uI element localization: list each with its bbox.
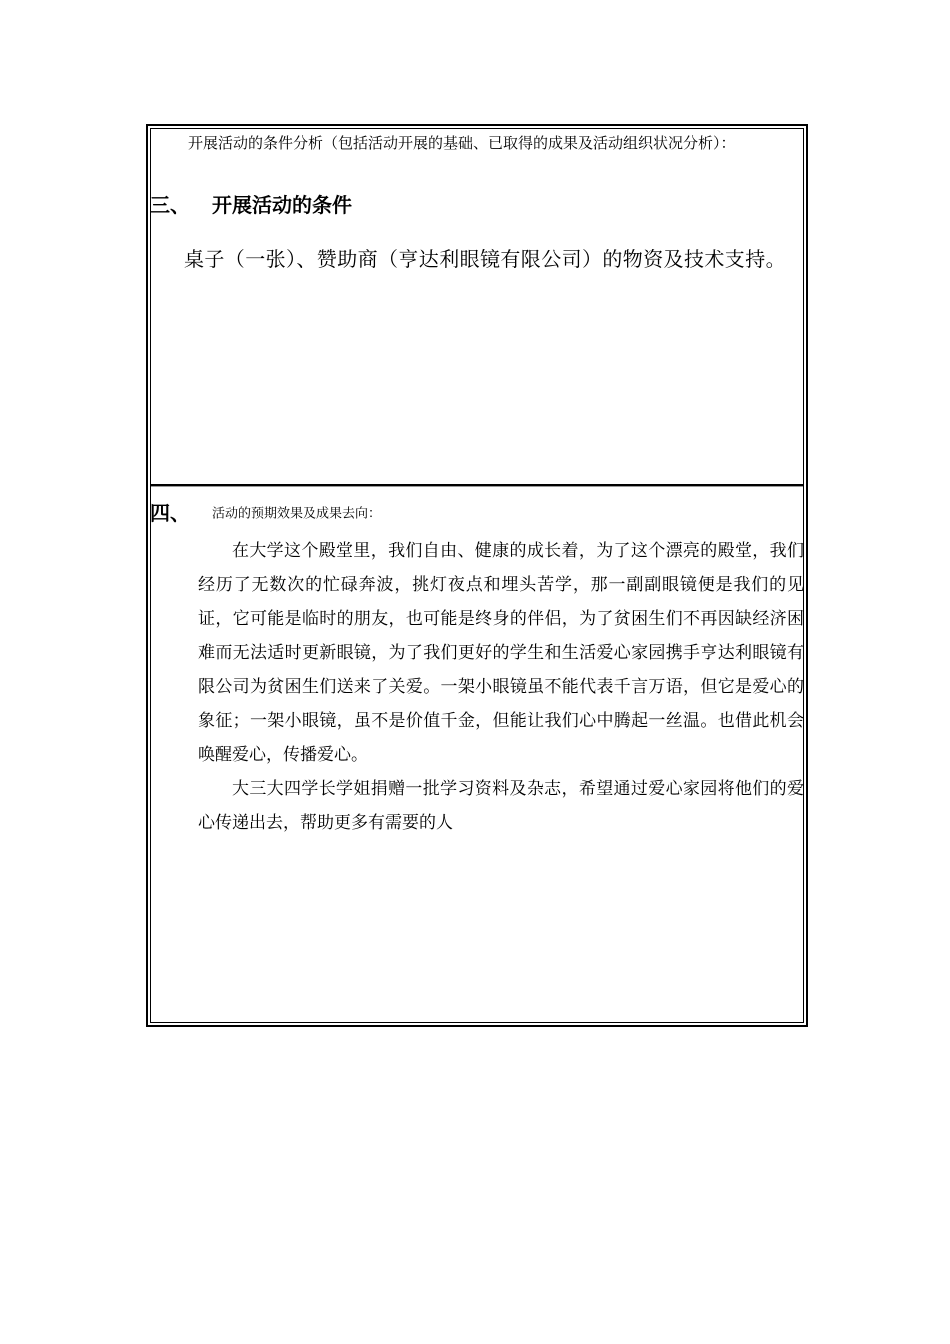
section-four-number: 四、: [150, 501, 190, 525]
effects-paragraph: 在大学这个殿堂里，我们自由、健康的成长着，为了这个漂亮的殿堂，我们经历了无数次的忙碌奔波，挑灯夜点和埋头苦学，那一副副眼镜便是我们的见证，它可能是临时的朋友，也可能是终身的伴侣，为了贫困生们不再因缺经济困难而无法适时更新眼镜，为了我们更好的学生和生活爱心家园携手亨达利眼镜有限公司为贫困生们送来了关爱。一架小眼镜虽不能代表千言万语，但它是爱心的象征；一架小眼镜，虽不是价值千金，但能让我们心中腾起一丝温。也借此机会唤醒爱心，传播爱心。: [198, 541, 804, 765]
section-four-title: 活动的预期效果及成果去向：: [212, 506, 382, 522]
conditions-body-text: 桌子（一张）、赞助商（亨达利眼镜有限公司）的物资及技术支持。: [184, 247, 786, 271]
section-four-heading: [150, 500, 381, 528]
activity-form-table: [146, 124, 808, 1027]
section-three-heading: [150, 192, 352, 218]
effects-body: [198, 534, 804, 840]
section-divider: [150, 484, 804, 487]
section-three-number: 三、: [150, 193, 190, 217]
conditions-intro-text: 开展活动的条件分析（包括活动开展的基础、已取得的成果及活动组织状况分析）：: [188, 134, 736, 152]
section-three-title: 开展活动的条件: [212, 193, 352, 217]
effects-paragraph: 大三大四学长学姐捐赠一批学习资料及杂志，希望通过爱心家园将他们的爱心传递出去，帮助更多有需要的人: [198, 779, 804, 833]
